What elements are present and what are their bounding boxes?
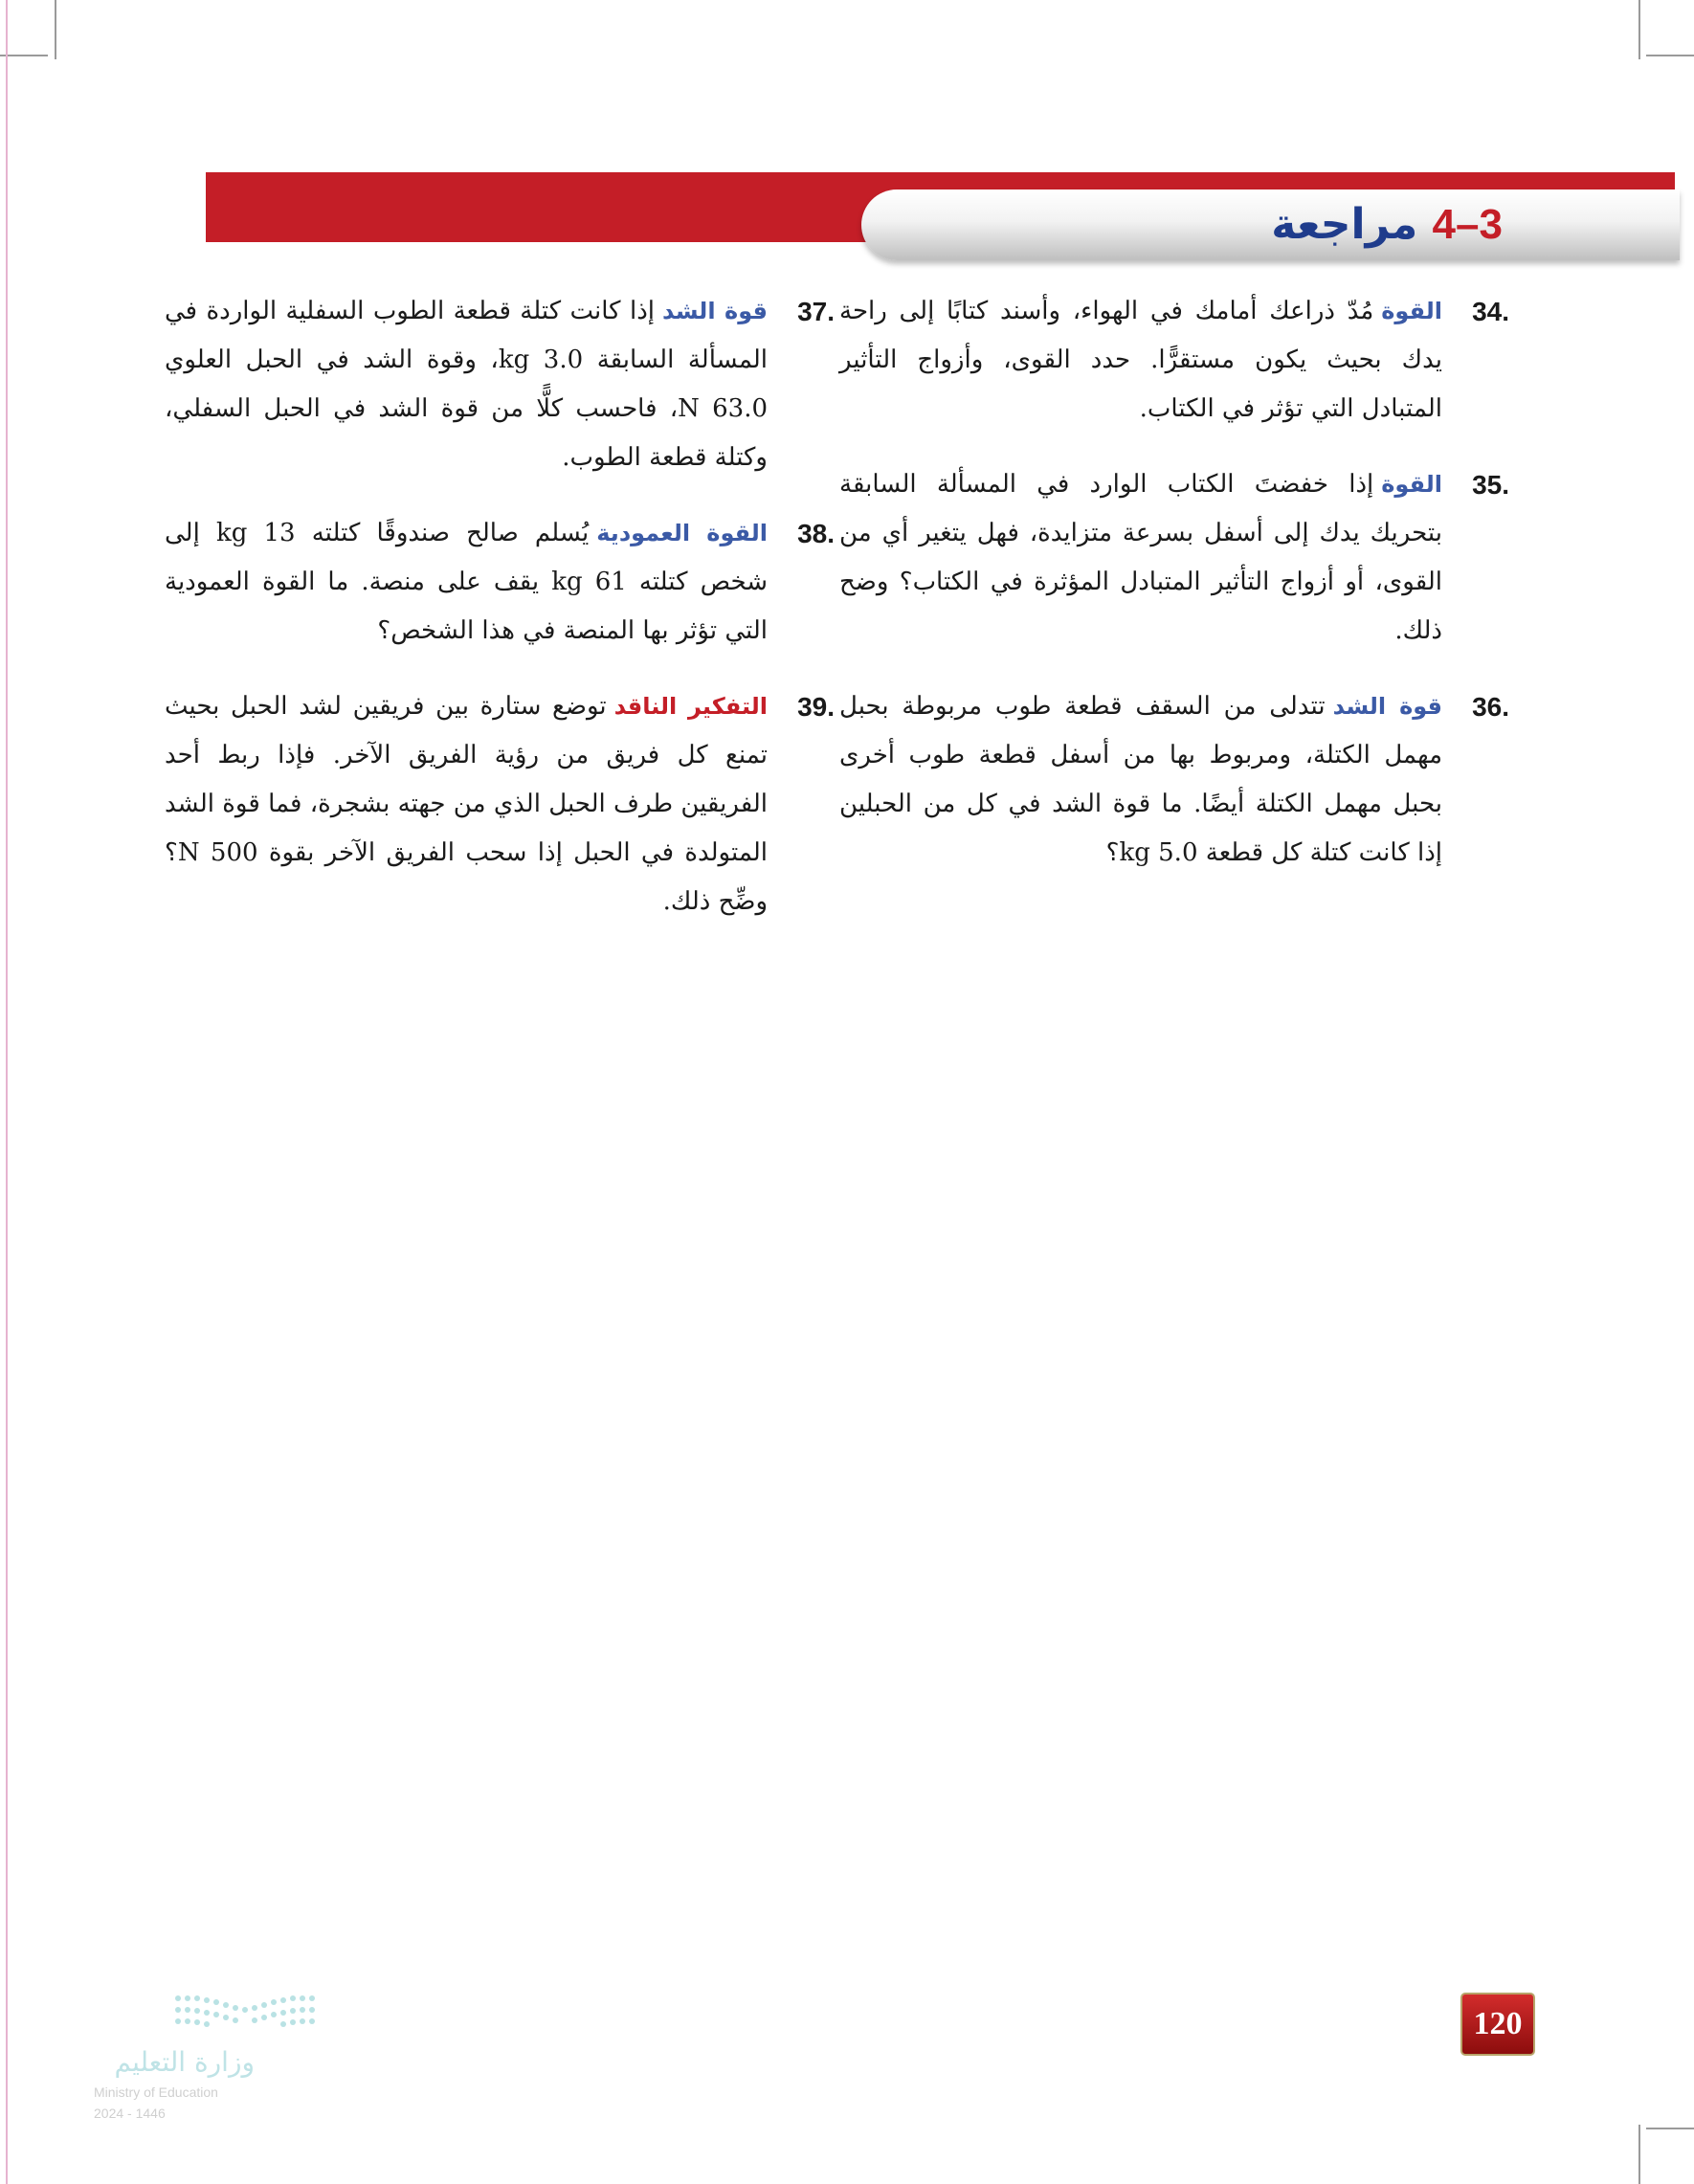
problem-keyword: القوة <box>1381 471 1442 498</box>
problem-item <box>839 460 1509 656</box>
ministry-logo <box>92 1989 322 2123</box>
problem-number: 39. <box>797 692 835 722</box>
problem-item <box>839 287 1509 434</box>
problem-text <box>839 287 1442 434</box>
crop-mark <box>1646 55 1694 56</box>
logo-english-text: Ministry of Education <box>94 2084 218 2100</box>
problem-body: مُدّ ذراعك أمامك في الهواء، وأسند كتابًا إلى راحة يدك بحيث يكون مستقرًّا. حدد القوى، وأزواج التأثير المتبادل التي تؤثر في الكتاب. <box>839 297 1442 423</box>
crop-mark <box>1646 2128 1694 2129</box>
problem-item <box>165 509 835 656</box>
section-heading <box>1271 196 1503 254</box>
problem-body: تتدلى من السقف قطعة طوب مربوطة بحبل مهمل الكتلة، ومربوط بها من أسفل قطعة طوب أخرى بحبل مهمل الكتلة أيضًا. ما قوة الشد في كل من الحبلين إذا كانت كتلة كل قطعة 5.0 kg؟ <box>839 692 1442 867</box>
problem-keyword: القوة <box>1381 298 1442 324</box>
logo-dots-icon <box>168 1989 322 2037</box>
right-column <box>839 287 1509 904</box>
page-number: 120 <box>1460 1993 1535 2056</box>
problem-number: 38. <box>797 519 835 548</box>
problem-number: 36. <box>1472 692 1509 722</box>
problem-text <box>165 682 768 926</box>
problem-keyword: قوة الشد <box>662 298 768 324</box>
crop-mark <box>1638 2125 1640 2184</box>
problem-keyword: قوة الشد <box>1332 693 1442 720</box>
problem-body: يُسلم صالح صندوقًا كتلته 13 kg إلى شخص كتلته 61 kg يقف على منصة. ما القوة العمودية التي تؤثر بها المنصة في هذا الشخص؟ <box>165 519 769 645</box>
problem-text <box>839 682 1442 878</box>
problem-body: إذا كانت كتلة قطعة الطوب السفلية الواردة في المسألة السابقة 3.0 kg، وقوة الشد في الحبل العلوي 63.0 N، فاحسب كلًّا من قوة الشد في الحبل السفلي، وكتلة قطعة الطوب. <box>165 297 769 472</box>
problem-item <box>839 682 1509 878</box>
logo-arabic-text: وزارة التعليم <box>114 2046 255 2078</box>
problem-body: توضع ستارة بين فريقين لشد الحبل بحيث تمنع كل فريق من رؤية الفريق الآخر. فإذا ربط أحد الفريقين طرف الحبل الذي من جهته بشجرة، فما قوة الشد المتولدة في الحبل إذا سحب الفريق الآخر بقوة 500 N؟ وضِّح ذلك. <box>165 692 769 916</box>
page-edge-rule <box>6 0 8 2184</box>
problem-keyword: القوة العمودية <box>596 520 769 546</box>
problem-text <box>165 287 768 482</box>
problem-number: 37. <box>797 297 835 326</box>
problem-number: 35. <box>1472 470 1509 500</box>
problem-item <box>165 682 835 926</box>
problem-body: إذا خفضتَ الكتاب الوارد في المسألة السابقة بتحريك يدك إلى أسفل بسرعة متزايدة، فهل يتغير أي من القوى، أو أزواج التأثير المتبادل المؤثرة في الكتاب؟ وضح ذلك. <box>839 470 1442 645</box>
crop-mark <box>55 0 56 59</box>
section-number: 3–4 <box>1432 201 1503 248</box>
problem-keyword: التفكير الناقد <box>613 693 768 720</box>
left-column <box>165 287 835 953</box>
problem-text <box>839 460 1442 656</box>
problem-text <box>165 509 768 656</box>
section-title: مراجعة <box>1271 200 1418 249</box>
problem-item <box>165 287 835 482</box>
problem-number: 34. <box>1472 297 1509 326</box>
crop-mark <box>1638 0 1640 59</box>
logo-year-text: 2024 - 1446 <box>94 2106 166 2121</box>
